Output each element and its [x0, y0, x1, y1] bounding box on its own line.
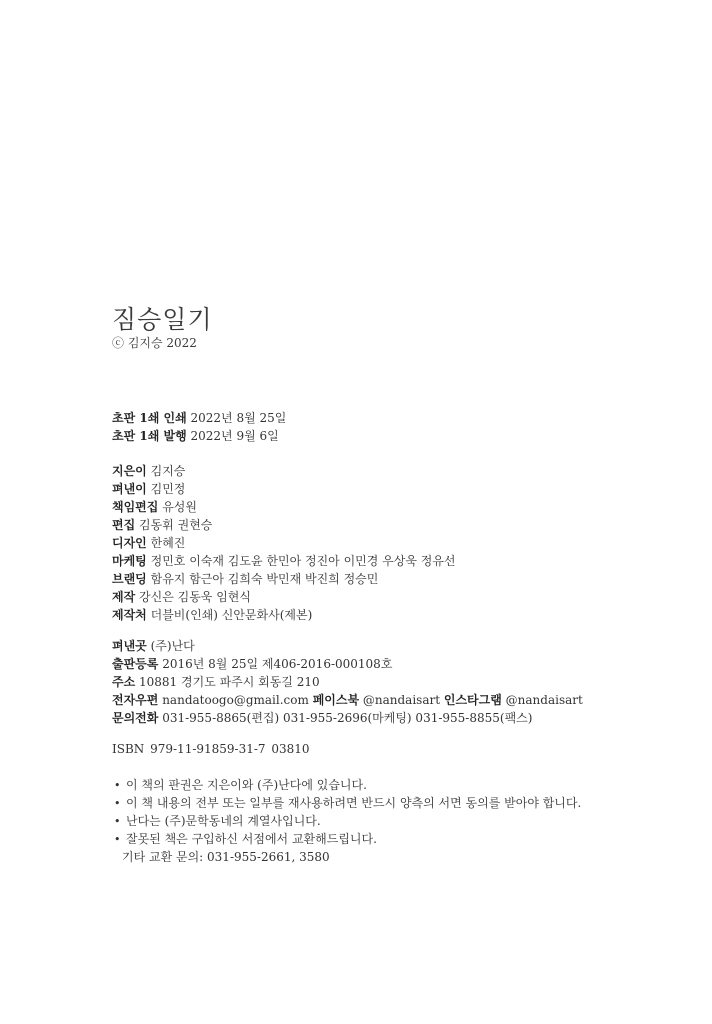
- facebook-label: 페이스북: [312, 693, 360, 707]
- credit-value: 김동휘 권현승: [139, 518, 213, 532]
- notices: [114, 776, 581, 866]
- phone-value: 031-955-8865(편집) 031-955-2696(마케팅) 031-955-8855(팩스): [162, 711, 533, 725]
- publisher-name-label: 펴낸곳: [112, 639, 147, 653]
- credit-author: [112, 462, 456, 480]
- credit-branding: [112, 570, 456, 588]
- notice-text: 이 책의 판권은 지은이와 (주)난다에 있습니다.: [126, 778, 367, 792]
- registration-row: [112, 655, 583, 673]
- publisher-info: [112, 637, 583, 727]
- bullet-icon: •: [114, 797, 121, 810]
- credit-value: 김민정: [150, 482, 186, 496]
- notice-extra: 기타 교환 문의: 031-955-2661, 3580: [122, 850, 330, 864]
- address-row: [112, 673, 583, 691]
- first-print-label: 초판 1쇄 인쇄: [112, 411, 187, 425]
- address-label: 주소: [112, 675, 136, 689]
- credit-production: [112, 588, 456, 606]
- instagram-label: 인스타그램: [443, 693, 502, 707]
- credit-value: 유성원: [162, 500, 197, 514]
- notice-item: [114, 776, 581, 794]
- credit-label: 디자인: [112, 536, 147, 550]
- credit-label: 펴낸이: [112, 482, 147, 496]
- instagram-value: @nandaisart: [505, 693, 583, 707]
- credit-marketing: [112, 552, 456, 570]
- credit-value: 정민호 이숙재 김도윤 한민아 정진아 이민경 우상욱 정유선: [150, 554, 456, 568]
- credit-editor: [112, 516, 456, 534]
- address-value: 10881 경기도 파주시 회동길 210: [139, 675, 320, 689]
- credit-label: 책임편집: [112, 500, 159, 514]
- notice-text: 난다는 (주)문학동네의 계열사입니다.: [126, 814, 321, 828]
- email-value: nandatoogo@gmail.com: [162, 693, 309, 707]
- credit-design: [112, 534, 456, 552]
- first-publish-row: [112, 427, 286, 445]
- credit-label: 제작: [112, 590, 136, 604]
- registration-label: 출판등록: [112, 657, 159, 671]
- book-title: 짐승일기: [112, 305, 213, 334]
- bullet-icon: •: [114, 779, 121, 792]
- copyright-line: ⓒ 김지승 2022: [112, 336, 197, 350]
- credit-label: 마케팅: [112, 554, 147, 568]
- first-publish-label: 초판 1쇄 발행: [112, 429, 187, 443]
- isbn-line: ISBN 979-11-91859-31-7 03810: [112, 742, 310, 756]
- facebook-value: @nandaisart: [362, 693, 441, 707]
- bullet-icon: •: [114, 815, 121, 828]
- credit-label: 지은이: [112, 464, 147, 478]
- credit-value: 더블비(인쇄) 신안문화사(제본): [150, 608, 313, 622]
- first-publish-value: 2022년 9월 6일: [190, 429, 279, 443]
- notice-item: [114, 794, 581, 812]
- edition-dates: [112, 409, 286, 445]
- credit-value: 한혜진: [150, 536, 186, 550]
- credit-publisher-person: [112, 480, 456, 498]
- credit-value: 함유지 함근아 김희숙 박민재 박진희 정승민: [150, 572, 379, 586]
- credit-value: 김지승: [150, 464, 186, 478]
- phone-label: 문의전화: [112, 711, 159, 725]
- credit-manufacturer: [112, 606, 456, 624]
- credit-value: 강신은 김동욱 임현식: [139, 590, 251, 604]
- first-print-row: [112, 409, 286, 427]
- notice-item: [114, 812, 581, 830]
- email-label: 전자우편: [112, 693, 159, 707]
- registration-value: 2016년 8월 25일 제406-2016-000108호: [162, 657, 393, 671]
- bullet-icon: •: [114, 833, 121, 846]
- first-print-value: 2022년 8월 25일: [190, 411, 287, 425]
- notice-text: 이 책 내용의 전부 또는 일부를 재사용하려면 반드시 양측의 서면 동의를 받아야 합니다.: [126, 796, 582, 810]
- credit-label: 브랜딩: [112, 572, 147, 586]
- credit-label: 편집: [112, 518, 136, 532]
- notice-item: [114, 830, 581, 848]
- contact-row: [112, 691, 583, 709]
- phone-row: [112, 709, 583, 727]
- credit-label: 제작처: [112, 608, 147, 622]
- publisher-name-value: (주)난다: [150, 639, 195, 653]
- notice-text: 잘못된 책은 구입하신 서점에서 교환해드립니다.: [126, 832, 377, 846]
- publisher-name-row: [112, 637, 583, 655]
- credits: [112, 462, 456, 624]
- credit-chief-editor: [112, 498, 456, 516]
